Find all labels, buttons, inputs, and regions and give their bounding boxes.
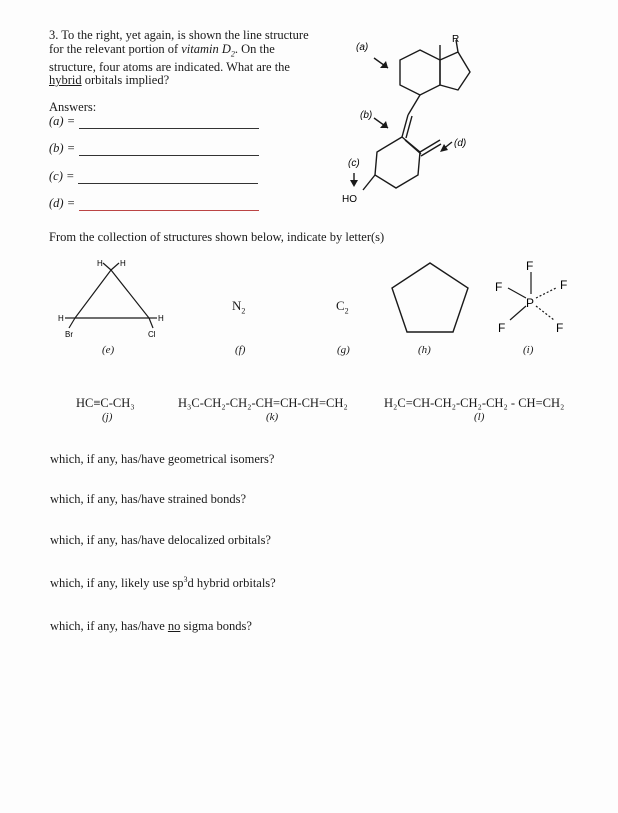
structure-h	[385, 258, 475, 338]
svg-text:H: H	[97, 259, 103, 268]
answer-c: (c) =	[49, 169, 258, 184]
label-d: (d)	[454, 138, 467, 149]
question-number: 3.	[49, 28, 59, 42]
arrow-b	[380, 121, 388, 128]
arrow-a	[380, 61, 388, 68]
svg-text:F: F	[560, 278, 568, 292]
svg-text:Br: Br	[65, 330, 73, 339]
letter-j: (j)	[102, 411, 113, 423]
answer-d-blank[interactable]	[79, 200, 259, 211]
label-ho: HO	[342, 194, 357, 205]
top-six-ring	[400, 50, 440, 95]
answers-heading: Answers:	[49, 100, 97, 114]
svg-text:F: F	[498, 321, 506, 335]
letter-f: (f)	[235, 344, 246, 356]
label-c: (c)	[348, 158, 360, 169]
question-strained-bonds: which, if any, has/have strained bonds?	[50, 492, 247, 506]
svg-text:F: F	[556, 321, 564, 335]
formula-l: H₂C=CH-CH₂-CH₂-CH₂ - CH=CH₂	[384, 396, 565, 410]
letter-h: (h)	[418, 344, 431, 356]
answer-d: (d) =	[49, 196, 259, 211]
formula-j: HC≡C-CH₃	[76, 396, 135, 410]
answer-a: (a) =	[49, 114, 259, 129]
answer-c-blank[interactable]	[78, 173, 258, 184]
question-text: 3. To the right, yet again, is shown the line structure for the relevant portion of vitamin $D_2$. On the structure, four atoms are indicated. What are the hybrid orbitals implied?	[49, 28, 309, 88]
answer-b: (b) =	[49, 141, 259, 156]
vitamin-d2-structure	[330, 30, 510, 220]
question-geometric-isomers: which, if any, has/have geometrical isomers?	[50, 452, 275, 466]
question-sp3d: which, if any, likely use $sp^3d$ hybrid orbitals?	[50, 575, 276, 591]
question-delocalized: which, if any, has/have delocalized orbitals?	[50, 533, 271, 547]
answer-a-blank[interactable]	[79, 118, 259, 129]
label-r: R	[452, 34, 460, 45]
question-no-sigma: which, if any, has/have no sigma bonds?	[50, 619, 252, 633]
svg-text:F: F	[526, 259, 534, 273]
formula-k: H₃C-CH₂-CH₂-CH=CH-CH=CH₂	[178, 396, 348, 410]
svg-text:H: H	[58, 314, 64, 323]
structure-f: $N_2$	[232, 298, 246, 316]
answer-b-blank[interactable]	[79, 145, 259, 156]
arrow-c	[350, 180, 358, 187]
label-a: (a)	[356, 42, 369, 53]
letter-g: (g)	[337, 344, 350, 356]
svg-text:H: H	[120, 259, 126, 268]
structure-i	[490, 258, 580, 338]
letter-e: (e)	[102, 344, 115, 356]
label-b: (b)	[360, 110, 373, 121]
svg-text:H: H	[158, 314, 164, 323]
arrow-d	[440, 144, 448, 152]
intro-text: From the collection of structures shown below, indicate by letter(s)	[49, 230, 385, 244]
structure-e	[55, 258, 175, 343]
bottom-six-ring	[375, 137, 420, 188]
svg-text:Cl: Cl	[148, 330, 156, 339]
top-five-ring	[440, 52, 470, 90]
hybrid-word: hybrid	[49, 73, 82, 88]
letter-l: (l)	[474, 411, 485, 423]
svg-text:P: P	[526, 296, 535, 310]
letter-i: (i)	[523, 344, 534, 356]
letter-k: (k)	[266, 411, 279, 423]
structure-g: $C_2$	[336, 298, 349, 316]
svg-text:F: F	[495, 280, 503, 294]
